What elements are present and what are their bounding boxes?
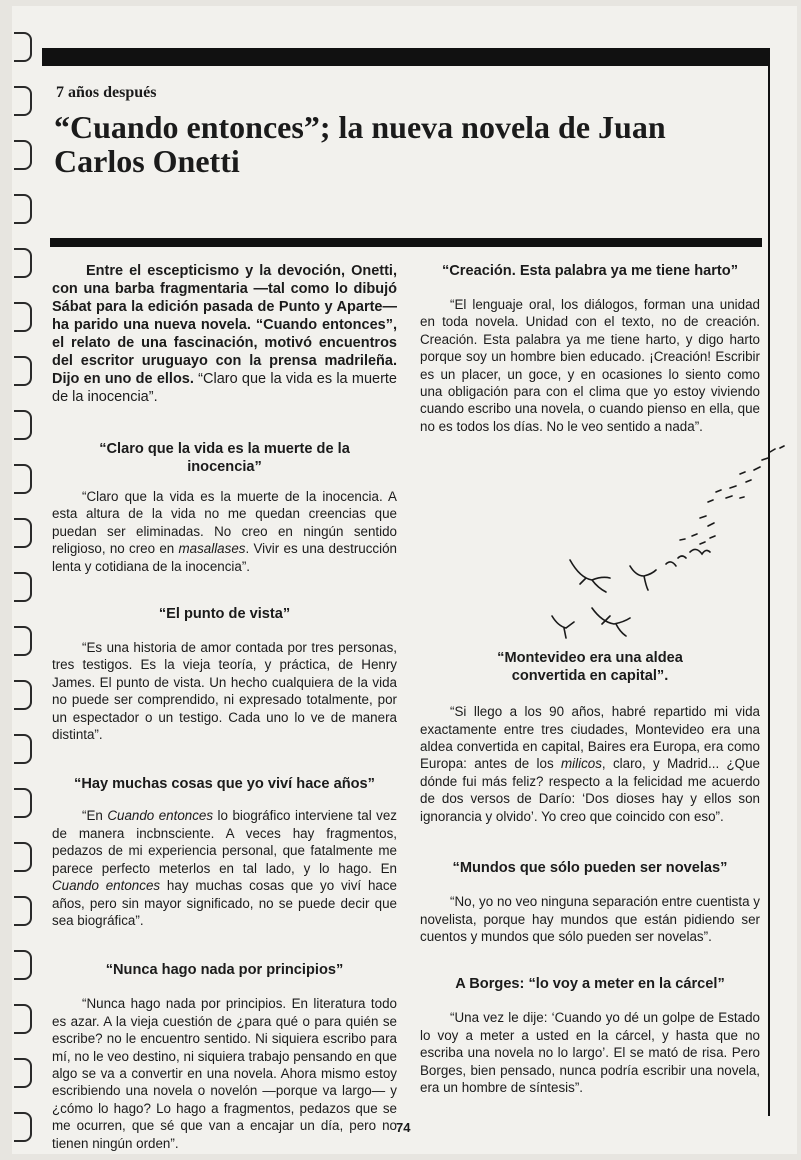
section-heading: A Borges: “lo voy a meter en la cárcel” <box>455 976 725 993</box>
section-heading: “El punto de vista” <box>158 606 291 623</box>
section-text: “Una vez le dije: ‘Cuando yo dé un golpe de Estado lo voy a meter a usted en la cárcel, y hasta que no escriba una novela no lo largo’. El se mató de risa. Pero Borges, bien pensado, nunca podría escribir una novela, era un hombre de síntesis”. <box>420 1010 760 1095</box>
lead-bold: Entre el escepticismo y la devoción, Onetti, con una barba fragmentaria —tal como lo dibujó Sábat para la edición pasada de Punto y Aparte— ha parido una nueva novela. “Cuando entonces”, el relato de una fascinación, motivó encuentros del escritor uruguayo con la prensa madrileña. Dijo en uno de ellos. <box>52 263 397 387</box>
section-text: “En Cuando entonces lo biográfico interviene tal vez de manera incbnsciente. A veces hay fragmentos, pedazos de mi experiencia personal, que fatalmente me parece perfecto meterlos en tal lado, y lo hago. En Cuando entonces hay muchas cosas que yo viví hace años, pero sin mayor significado, no se puede decir que sea biográfica”. <box>52 808 397 928</box>
section-heading: “Creación. Esta palabra ya me tiene harto” <box>441 263 739 279</box>
section-heading: “Claro que la vida es la muerte de la inocencia” <box>99 441 350 475</box>
kicker: 7 años después <box>56 84 157 101</box>
section-text: “Claro que la vida es la muerte de la inocencia. A esta altura de la vida no me quedan creencias que puedan ser eliminadas. No creo en ningún sentido religioso, no creo en masallases. Vivir es una destrucción lenta y cotidiana de la inocencia”. <box>52 489 397 574</box>
left-column <box>52 262 397 1152</box>
section-text: “Es una historia de amor contada por tres personas, tres testigos. Es la vieja teoría, y práctica, de Henry James. El punto de vista. Un hecho cualquiera de la vida no puede ser comprendido, ni expresado totalmente, por un espectador o un testigo. Cada uno lo ve de manera distinta”. <box>52 640 397 743</box>
page-number: 74 <box>396 1120 411 1135</box>
section-text: “El lenguaje oral, los diálogos, forman una unidad en toda novela. Unidad con el texto, no de creación. Creación. Esta palabra ya me tiene harto, y digo harto porque soy un hombre bien educado. ¡Creación! Escribir es un placer, un goce, y en ocasiones lo siento como una obligación para con el clima que yo estoy viviendo cuando escribo una novela, o cuando pienso en ella, que no es todos los días. No le veo sentido a nada”. <box>420 297 760 434</box>
headline-rule <box>50 238 762 247</box>
section-heading: “Mundos que sólo pueden ser novelas” <box>452 860 728 877</box>
right-column <box>420 262 760 1096</box>
section-text: “Nunca hago nada por principios. En literatura todo es azar. A la vieja cuestión de ¿para qué o para quién se escribe? no le encuentro sentido. Ni siquiera escribo para mí, no le veo destino, ni siquiera trabajo pensando en que algo se va a convertir en una novela. Ahora mismo estoy escribiendo una novela o novelón —porque va largo— y ¿cómo lo hago? Lo hago a fragmentos, pedazos que se me ocurren, que sé que van a encajar un día, pero no tienen ningún orden”. <box>52 996 397 1151</box>
lead-quote: “Claro que la vida es la muerte de la inocencia”. <box>52 371 397 405</box>
spiral-binding <box>0 0 40 1160</box>
section-text: “No, yo no veo ninguna separación entre cuentista y novelista, porque hay mundos que están pidiendo ser cuentos y mundos que sólo pueden ser novelas”. <box>420 894 760 944</box>
lead-paragraph <box>52 262 397 406</box>
section-text: “Si llego a los 90 años, habré repartido mi vida exactamente entre tres ciudades, Montevideo era una aldea convertida en capital, Baires era Europa, era como Europa: antes de los milicos, claro, y Madrid... ¿Que dónde fui más feliz? respecto a la felicidad me acuerdo de dos versos de Darío: ‘Dos dioses hay y ellos son ignorancia y olvido’. Yo creo que coincido con eso”. <box>420 704 760 824</box>
top-rule <box>42 48 770 66</box>
birds-illustration <box>540 440 800 650</box>
section-heading: “Nunca hago nada por principios” <box>105 962 344 979</box>
section-heading: “Hay muchas cosas que yo viví hace años” <box>74 776 375 793</box>
section-heading: “Montevideo era una aldea convertida en capital”. <box>497 650 683 685</box>
headline: “Cuando entonces”; la nueva novela de Juan Carlos Onetti <box>54 109 666 179</box>
